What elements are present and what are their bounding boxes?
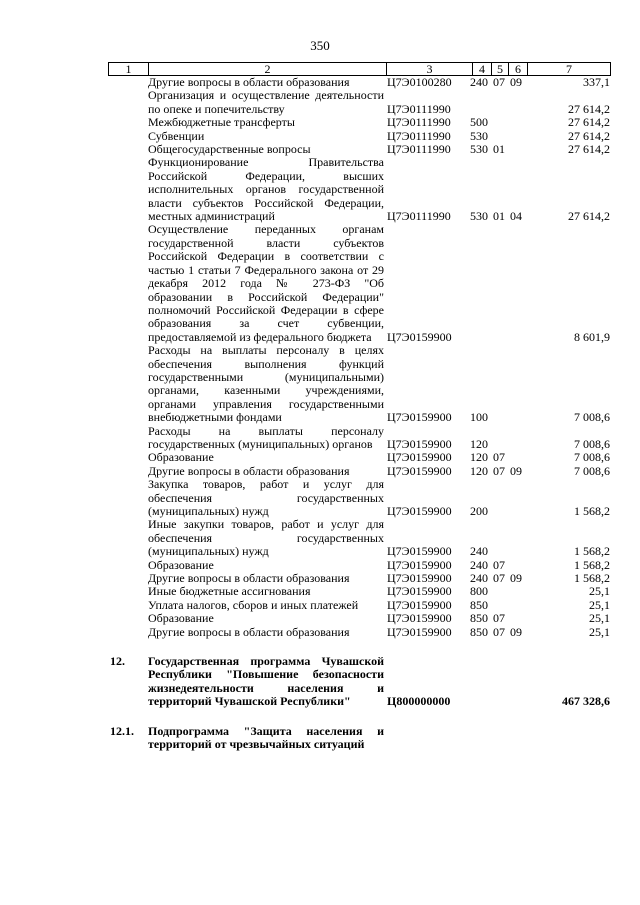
row-csr: Ц7Э0111990: [387, 209, 451, 224]
row-name: Другие вопросы в области образования: [148, 75, 350, 89]
row-pr: 09: [510, 571, 522, 586]
row-rz: 07: [493, 557, 505, 572]
row-name: Иные закупки товаров, работ и услуг для обеспечения государственных (муниципальных) нужд: [148, 517, 384, 559]
row-sum: 7 008,6: [574, 463, 610, 478]
row-csr: Ц7Э0159900: [387, 329, 452, 344]
row-name: Образование: [148, 557, 214, 572]
row-vr: 120: [470, 436, 488, 451]
row-name: Межбюджетные трансферты: [148, 115, 295, 130]
table-row: [0, 725, 640, 752]
row-sum: 25,1: [589, 611, 610, 626]
row-rz: 07: [493, 624, 505, 639]
table-row: [0, 223, 640, 344]
row-rz: 01: [493, 142, 505, 157]
row-vr: 240: [470, 544, 488, 559]
row-number: 12.: [110, 654, 125, 669]
row-rz: 07: [493, 450, 505, 465]
row-vr: 240: [470, 557, 488, 572]
row-csr: Ц7Э0159900: [387, 611, 452, 626]
row-pr: 09: [510, 463, 522, 478]
row-csr: Ц7Э0111990: [387, 115, 451, 130]
row-name: Подпрограмма "Защита населения и территорий от чрезвычайных ситуаций: [148, 723, 384, 752]
row-name: Другие вопросы в области образования: [148, 463, 350, 478]
row-csr: Ц7Э0159900: [387, 436, 452, 451]
table-row: [0, 478, 640, 518]
header-col-2: 2: [148, 63, 386, 75]
row-csr: Ц7Э0111990: [387, 142, 451, 157]
row-rz: 01: [493, 209, 505, 224]
row-pr: 09: [510, 75, 522, 89]
row-sum: 27 614,2: [568, 128, 610, 143]
row-name: Образование: [148, 450, 214, 465]
row-sum: 8 601,9: [574, 329, 610, 344]
header-col-1: 1: [125, 62, 132, 76]
row-sum: 25,1: [589, 584, 610, 599]
header-col-5: 5: [491, 63, 508, 75]
row-name: Другие вопросы в области образования: [148, 571, 350, 586]
table-row: [0, 559, 640, 572]
row-csr: Ц7Э0159900: [387, 410, 452, 425]
row-csr: Ц7Э0111990: [387, 128, 451, 143]
row-name: Расходы на выплаты персоналу в целях обеспечения выполнения функций государственными (муниципальными) органами, казенными учреждениями, органами управления государственными внебюджетными фондами: [148, 343, 384, 425]
table-row: [0, 156, 640, 223]
row-csr: Ц7Э0159900: [387, 571, 452, 586]
table-row: [0, 130, 640, 143]
row-vr: 500: [470, 115, 488, 130]
row-name: Государственная программа Чувашской Республики "Повышение безопасности жизнедеятельности населения и территорий Чувашской Республики": [148, 654, 384, 709]
row-sum: 467 328,6: [562, 694, 610, 709]
row-sum: 25,1: [589, 597, 610, 612]
row-sum: 1 568,2: [574, 504, 610, 518]
table-row: [0, 585, 640, 598]
row-vr: 530: [470, 128, 488, 143]
row-sum: 337,1: [583, 75, 610, 89]
row-csr: Ц7Э0159900: [387, 557, 452, 572]
row-sum: 27 614,2: [568, 209, 610, 224]
row-vr: 240: [470, 75, 488, 89]
table-header: [108, 62, 611, 76]
table-row: [0, 451, 640, 464]
row-name: Образование: [148, 611, 214, 626]
row-vr: 530: [470, 142, 488, 157]
row-vr: 200: [470, 504, 488, 518]
row-vr: 240: [470, 571, 488, 586]
header-col-6: 6: [508, 63, 527, 75]
row-rz: 07: [493, 75, 505, 89]
table-row: [0, 116, 640, 129]
row-spacer: [0, 639, 640, 655]
row-vr: 800: [470, 584, 488, 599]
row-number: 12.1.: [110, 723, 134, 738]
row-name: Субвенции: [148, 128, 205, 143]
row-name: Иные бюджетные ассигнования: [148, 584, 311, 599]
row-sum: 7 008,6: [574, 436, 610, 451]
row-name: Уплата налогов, сборов и иных платежей: [148, 597, 359, 612]
row-rz: 07: [493, 571, 505, 586]
row-name: Закупка товаров, работ и услуг для обеспечения государственных (муниципальных) нужд: [148, 477, 384, 518]
row-sum: 25,1: [589, 624, 610, 639]
row-pr: 09: [510, 624, 522, 639]
row-sum: 1 568,2: [574, 557, 610, 572]
row-vr: 120: [470, 463, 488, 478]
row-spacer: [0, 709, 640, 725]
header-col-7: 7: [527, 63, 610, 75]
row-rz: 07: [493, 463, 505, 478]
row-csr: Ц7Э0159900: [387, 463, 452, 478]
header-col-4: 4: [472, 63, 491, 75]
row-sum: 7 008,6: [574, 410, 610, 425]
table-row: [0, 143, 640, 156]
table-row: [0, 425, 640, 452]
row-name: Общегосударственные вопросы: [148, 142, 311, 157]
row-csr: Ц7Э0159900: [387, 624, 452, 639]
row-csr: Ц7Э0100280: [387, 75, 452, 89]
row-name: Другие вопросы в области образования: [148, 624, 350, 639]
row-name: Функционирование Правительства Российской Федерации, высших исполнительных органов государственной власти субъектов Российской Федерации, местных администраций: [148, 155, 384, 224]
table-row: [0, 599, 640, 612]
header-col-3: 3: [386, 63, 472, 75]
row-sum: 27 614,2: [568, 115, 610, 130]
row-vr: 100: [470, 410, 488, 425]
table-row: [0, 655, 640, 709]
row-name: Осуществление переданных органам государственной власти субъектов Российской Федерации в соответствии с частью 1 статьи 7 Федерального закона от 29 декабря 2012 года № 273-ФЗ "Об образовании в Российской Федерации" полномочий Российской Федерации в сфере образования за счет субвенции, предоставляемой из федерального бюджета: [148, 222, 384, 344]
row-pr: 04: [510, 209, 522, 224]
row-csr: Ц7Э0159900: [387, 597, 452, 612]
table-row: [0, 89, 640, 116]
row-sum: 1 568,2: [574, 544, 610, 559]
row-csr: Ц7Э0159900: [387, 584, 452, 599]
row-vr: 850: [470, 611, 488, 626]
row-csr: Ц7Э0159900: [387, 544, 452, 559]
row-sum: 27 614,2: [568, 101, 610, 116]
table-row: [0, 572, 640, 585]
row-vr: 120: [470, 450, 488, 465]
table-row: [0, 626, 640, 639]
row-csr: Ц7Э0159900: [387, 450, 452, 465]
row-sum: 7 008,6: [574, 450, 610, 465]
table-row: [0, 76, 640, 89]
row-sum: 27 614,2: [568, 142, 610, 157]
row-name: Организация и осуществление деятельности по опеке и попечительству: [148, 88, 384, 116]
table-row: [0, 465, 640, 478]
row-csr: Ц7Э0111990: [387, 101, 451, 116]
row-vr: 850: [470, 597, 488, 612]
table-row: [0, 518, 640, 558]
table-row: [0, 344, 640, 424]
row-vr: 850: [470, 624, 488, 639]
row-csr: Ц800000000: [387, 694, 451, 709]
row-rz: 07: [493, 611, 505, 626]
page-number: 350: [310, 38, 330, 53]
row-name: Расходы на выплаты персоналу государственных (муниципальных) органов: [148, 423, 384, 451]
table-row: [0, 612, 640, 625]
row-csr: Ц7Э0159900: [387, 504, 452, 518]
table-body: [0, 76, 640, 752]
row-sum: 1 568,2: [574, 571, 610, 586]
row-vr: 530: [470, 209, 488, 224]
